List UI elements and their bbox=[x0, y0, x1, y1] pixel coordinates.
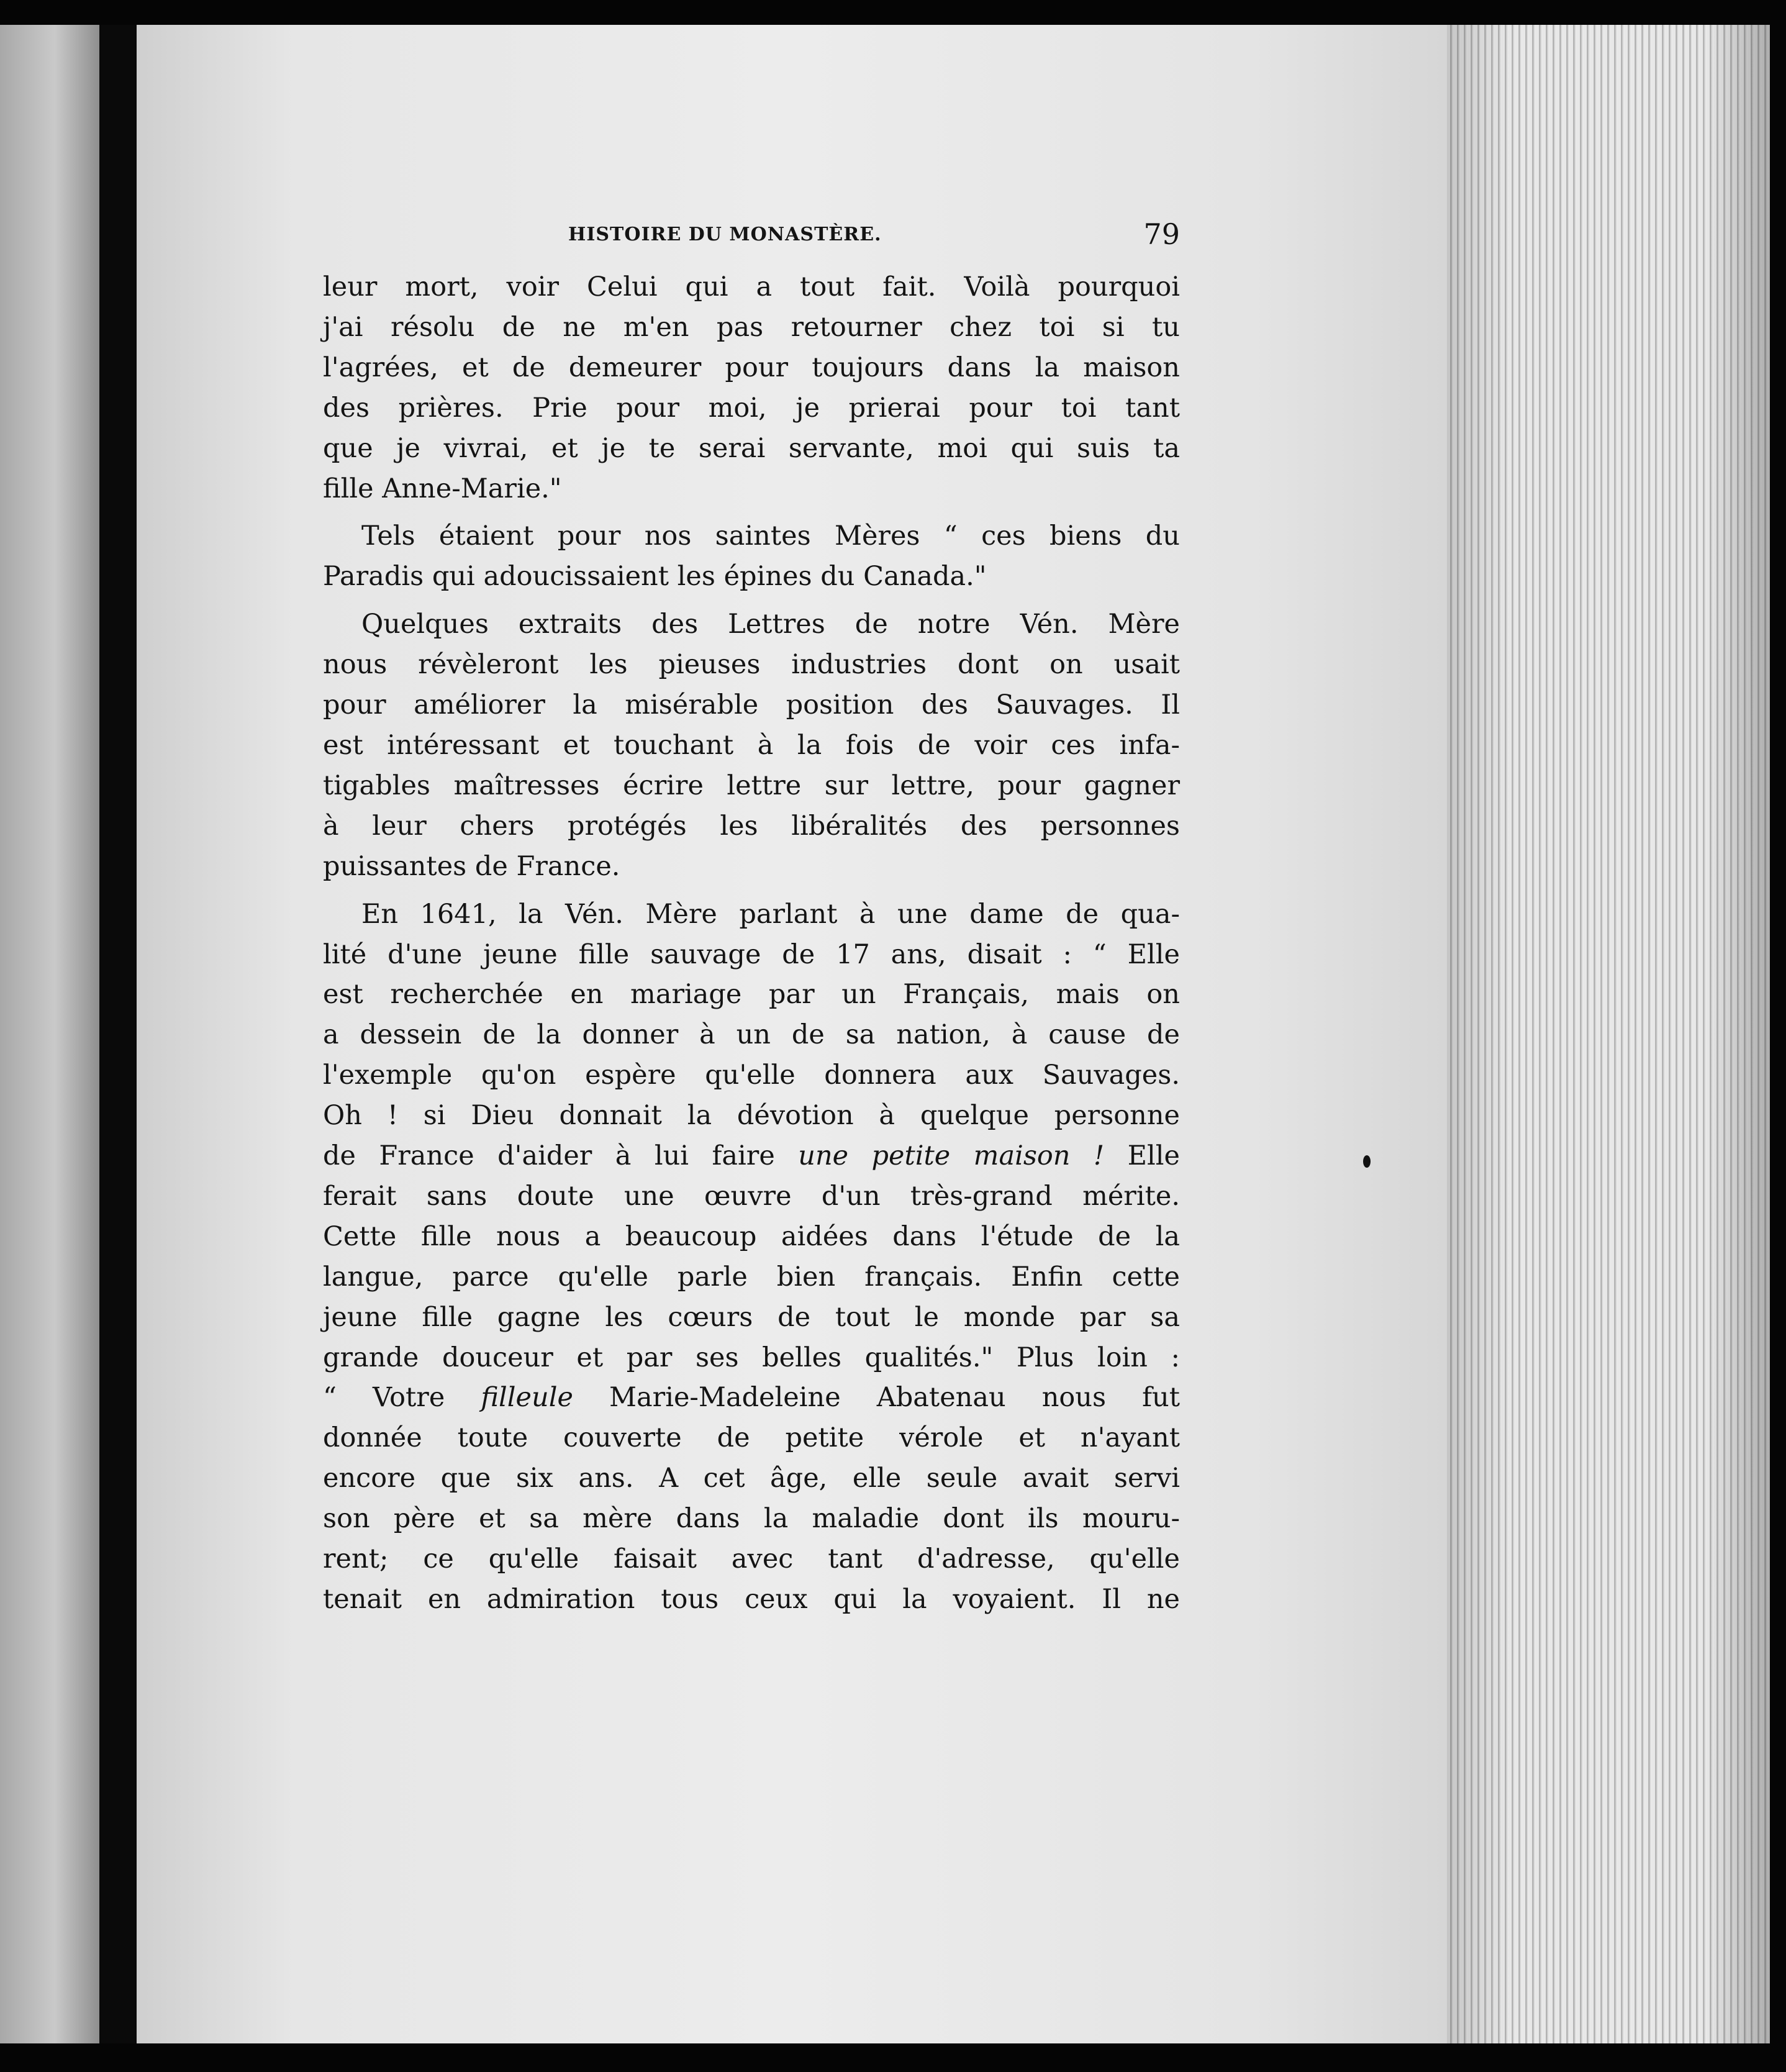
paragraph-1 bbox=[323, 267, 1180, 509]
facing-page-edge bbox=[0, 25, 99, 2043]
text-segment: Elle bbox=[1127, 1140, 1180, 1172]
text-line: tigables maîtresses écrire lettre sur lettre, pour gagner bbox=[323, 770, 1180, 801]
text-line: rent; ce qu'elle faisait avec tant d'adresse, qu'elle bbox=[323, 1543, 1180, 1575]
text-line: langue, parce qu'elle parle bien français. Enfin cette bbox=[323, 1261, 1180, 1293]
text-line: à leur chers protégés les libéralités des personnes bbox=[323, 810, 1180, 842]
text-line-with-italic bbox=[323, 1378, 1180, 1418]
running-head bbox=[323, 217, 1180, 267]
text-line: est intéressant et touchant à la fois de voir ces infa- bbox=[323, 729, 1180, 761]
italic-word: filleule bbox=[481, 1382, 573, 1414]
text-segment: Marie-Madeleine Abatenau nous fut bbox=[609, 1382, 1181, 1414]
text-line: Paradis qui adoucissaient les épines du Canada." bbox=[323, 561, 987, 593]
text-line: que je vivrai, et je te serai servante, moi qui suis ta bbox=[323, 432, 1180, 464]
text-line: des prières. Prie pour moi, je prierai pour toi tant bbox=[323, 392, 1180, 424]
text-line: l'agrées, et de demeurer pour toujours dans la maison bbox=[323, 352, 1180, 383]
paragraph-2 bbox=[323, 516, 1180, 597]
text-line: tenait en admiration tous ceux qui la voyaient. Il ne bbox=[323, 1584, 1180, 1615]
text-line: jeune fille gagne les cœurs de tout le monde par sa bbox=[323, 1301, 1180, 1333]
text-segment: “ Votre bbox=[323, 1382, 445, 1414]
paragraph-4 bbox=[323, 894, 1180, 1620]
text-segment: de France d'aider à lui faire bbox=[323, 1140, 775, 1172]
text-line: a dessein de la donner à un de sa nation, à cause de bbox=[323, 1019, 1180, 1051]
body-text bbox=[323, 267, 1180, 1620]
ink-speck bbox=[1363, 1155, 1371, 1168]
italic-phrase: une petite maison ! bbox=[798, 1140, 1105, 1172]
text-line: Quelques extraits des Lettres de notre Vén. Mère bbox=[361, 609, 1180, 640]
text-line: En 1641, la Vén. Mère parlant à une dame de qua- bbox=[361, 898, 1180, 930]
page-number: 79 bbox=[1143, 217, 1180, 251]
running-title: HISTOIRE DU MONASTÈRE. bbox=[568, 224, 882, 245]
text-line: pour améliorer la misérable position des Sauvages. Il bbox=[323, 689, 1180, 721]
text-line: leur mort, voir Celui qui a tout fait. Voilà pourquoi bbox=[323, 271, 1180, 302]
paragraph-3 bbox=[323, 604, 1180, 886]
page-edges-stack bbox=[1447, 25, 1770, 2043]
text-line: Tels étaient pour nos saintes Mères “ ces biens du bbox=[361, 520, 1180, 552]
text-line: grande douceur et par ses belles qualités." Plus loin : bbox=[323, 1342, 1180, 1373]
text-line: lité d'une jeune fille sauvage de 17 ans, disait : “ Elle bbox=[323, 938, 1180, 970]
text-line: j'ai résolu de ne m'en pas retourner chez toi si tu bbox=[323, 311, 1180, 343]
text-line: l'exemple qu'on espère qu'elle donnera aux Sauvages. bbox=[323, 1060, 1180, 1091]
text-line: fille Anne-Marie." bbox=[323, 473, 562, 504]
text-line: Cette fille nous a beaucoup aidées dans l'étude de la bbox=[323, 1220, 1180, 1252]
text-line: puissantes de France. bbox=[323, 850, 620, 882]
text-line: encore que six ans. A cet âge, elle seule avait servi bbox=[323, 1463, 1180, 1494]
text-line: ferait sans doute une œuvre d'un très-grand mérite. bbox=[323, 1180, 1180, 1212]
text-line: nous révèleront les pieuses industries dont on usait bbox=[323, 649, 1180, 681]
book-gutter bbox=[99, 25, 137, 2043]
text-line: son père et sa mère dans la maladie dont ils mouru- bbox=[323, 1503, 1180, 1535]
text-line: Oh ! si Dieu donnait la dévotion à quelque personne bbox=[323, 1100, 1180, 1132]
text-line-with-italic bbox=[323, 1136, 1180, 1176]
text-line: est recherchée en mariage par un Français, mais on bbox=[323, 979, 1180, 1011]
page-text-block bbox=[323, 217, 1180, 1627]
text-line: donnée toute couverte de petite vérole et n'ayant bbox=[323, 1422, 1180, 1454]
